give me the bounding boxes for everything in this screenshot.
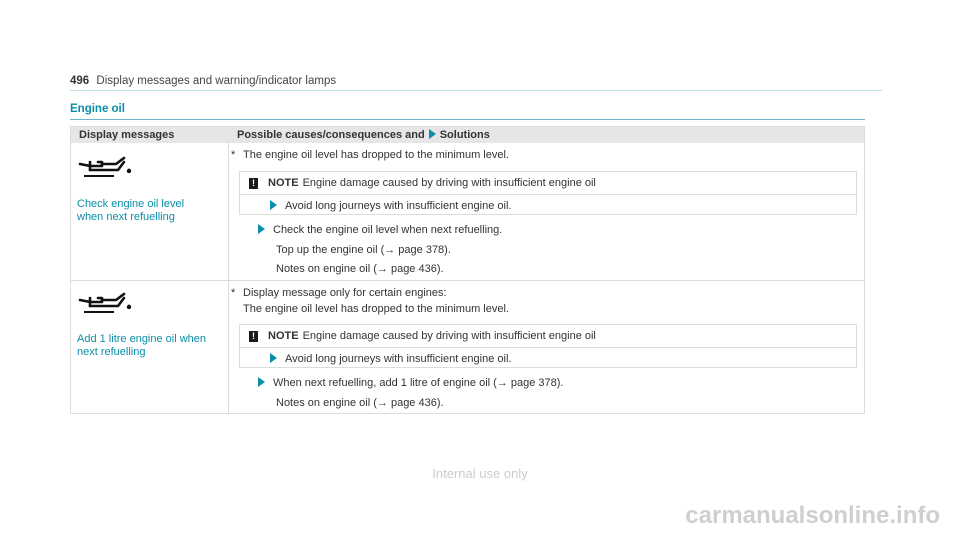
message-check-engine-oil [77,198,184,224]
section-rule [70,119,865,120]
oil-can-level-icon [78,156,134,180]
row-divider [71,280,864,281]
message-line: when next refuelling [77,211,175,223]
note-action [270,353,511,365]
note-box [239,324,857,368]
note-box [239,171,857,215]
arrow-right-icon [258,224,265,234]
cause-text: The engine oil level has dropped to the minimum level. [243,303,509,315]
column-divider [228,143,229,414]
message-line: Check engine oil level [77,198,185,210]
note-line [268,330,596,342]
note-line [268,177,596,189]
note-action-text: Avoid long journeys with insufficient engine oil. [285,200,512,212]
note-divider [240,347,856,348]
page-header [70,75,336,87]
arrow-right-icon [258,377,265,387]
reference-notes-engine-oil[interactable]: Notes on engine oil (→ page 436). [276,397,444,409]
note-label: NOTE [268,330,299,342]
note-label: NOTE [268,177,299,189]
page-number: 496 [70,75,90,87]
cause-text: Display message only for certain engines: [243,287,447,299]
header-rule [70,90,882,91]
message-line: Add 1 litre engine oil when [77,333,207,345]
message-add-engine-oil [77,333,206,359]
note-action [270,200,511,212]
note-divider [240,194,856,195]
note-action-text: Avoid long journeys with insufficient engine oil. [285,353,512,365]
note-text: Engine damage caused by driving with insufficient engine oil [302,330,596,342]
col-header-solutions-label: Solutions [439,129,490,141]
col-header-causes-label: Possible causes/consequences and [237,129,425,141]
action-line [258,224,502,236]
footer-site-watermark: carmanualsonline.info [685,502,940,529]
action-line [258,377,563,389]
header-title: Display messages and warning/indicator lamps [96,75,337,87]
action-text: When next refuelling, add 1 litre of engine oil (→ page 378). [273,377,564,389]
watermark: Internal use only [432,466,528,481]
reference-notes-engine-oil[interactable]: Notes on engine oil (→ page 436). [276,263,444,275]
arrow-right-icon [429,129,436,139]
arrow-right-icon [270,353,277,363]
col-header-display-messages: Display messages [79,129,175,141]
display-messages-table [70,126,865,414]
action-text: Check the engine oil level when next refuelling. [273,224,503,236]
table-header [71,127,864,143]
warning-icon: ! [249,178,258,189]
warning-icon: ! [249,331,258,342]
cause-text: The engine oil level has dropped to the minimum level. [243,149,509,161]
col-header-causes-solutions [237,129,490,141]
oil-can-level-icon [78,292,134,316]
arrow-right-icon [270,200,277,210]
note-text: Engine damage caused by driving with insufficient engine oil [302,177,596,189]
asterisk-marker: * [231,149,236,161]
asterisk-marker: * [231,287,236,299]
reference-top-up[interactable]: Top up the engine oil (→ page 378). [276,244,451,256]
message-line: next refuelling [77,346,146,358]
section-title: Engine oil [70,103,125,115]
